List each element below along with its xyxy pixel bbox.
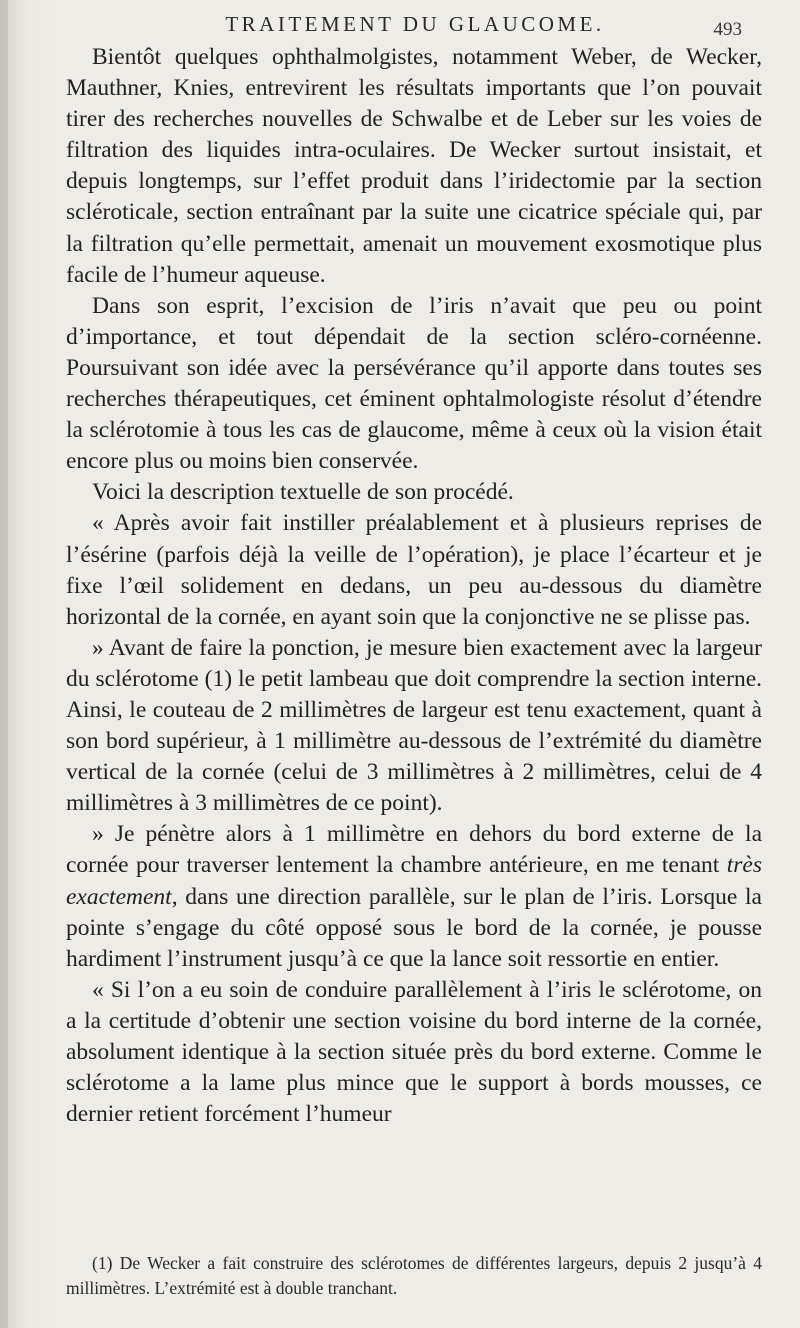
paragraph-2: Dans son esprit, l’excision de l’iris n’avait que peu ou point d’importance, et tout dépendait de la section scléro-cornéenne. Poursuivant son idée avec la persévérance qu’il apporte dans toutes ses recherches thérapeutiques, cet éminent ophtalmologiste résolut d’étendre la sclérotomie à tous les cas de glaucome, même à ceux où la vision était encore plus ou moins bien conservée. xyxy=(66,292,762,475)
page-gutter-shadow xyxy=(0,0,8,1328)
italic-emphasis: très exactement xyxy=(66,852,762,910)
footnote-1: (1) De Wecker a fait construire des sclérotomes de différentes largeurs, depuis 2 jusqu’à 4 millimètres. L’extrémité est à double tranchant. xyxy=(66,1253,762,1298)
footnotes xyxy=(66,1251,762,1301)
body-text xyxy=(66,42,762,1130)
paragraph-3: Voici la description textuelle de son procédé. xyxy=(92,479,514,506)
running-title: TRAITEMENT DU GLAUCOME. xyxy=(225,12,605,36)
paragraph-4-quote: « Après avoir fait instiller préalablement et à plusieurs reprises de l’ésérine (parfois déjà la veille de l’opération), je place l’écarteur et je fixe l’œil solidement en dedans, un peu au-dessous du diamètre horizontal de la cornée, en ayant soin que la conjonctive ne se plisse pas. xyxy=(66,510,762,630)
paragraph-6-start: » Je pénètre alors à 1 millimètre en dehors du bord externe de la cornée pour traverser lentement la chambre antérieure, en me tenant xyxy=(66,821,762,879)
page-header xyxy=(0,8,800,38)
page-number: 493 xyxy=(713,19,742,40)
paragraph-6-end: , dans une direction parallèle, sur le plan de l’iris. Lorsque la pointe s’engage du côté opposé sous le bord de la cornée, je pousse hardiment l’instrument jusqu’à ce que la lance soit ressortie en entier. xyxy=(66,883,762,972)
paragraph-6-quote xyxy=(66,819,762,974)
paragraph-7-quote: « Si l’on a eu soin de conduire parallèlement à l’iris le sclérotome, on a la certitude d’obtenir une section voisine du bord interne de la cornée, absolument identique à la section située près du bord externe. Comme le sclérotome a la lame plus mince que le support à bords mousses, ce dernier retient forcément l’humeur xyxy=(66,976,762,1128)
paragraph-1: Bientôt quelques ophthalmolgistes, notamment Weber, de Wecker, Mauthner, Knies, entrevirent les résultats importants que l’on pouvait tirer des recherches nouvelles de Schwalbe et de Leber sur les voies de filtration des liquides intra-oculaires. De Wecker surtout insistait, et depuis longtemps, sur l’effet produit dans l’iridectomie par la section scléroticale, section entraînant par la suite une cicatrice spéciale qui, par la filtration qu’elle permettait, amenait un mouvement exosmotique plus facile de l’humeur aqueuse. xyxy=(66,44,762,288)
paragraph-5-quote: » Avant de faire la ponction, je mesure bien exactement avec la largeur du sclérotome (1) le petit lambeau que doit comprendre la section interne. Ainsi, le couteau de 2 millimètres de largeur est tenu exactement, quant à son bord supérieur, à 1 millimètre au-dessous de l’extrémité du diamètre vertical de la cornée (celui de 3 millimètres à 2 millimètres, celui de 4 millimètres à 3 millimètres de ce point). xyxy=(66,634,762,817)
